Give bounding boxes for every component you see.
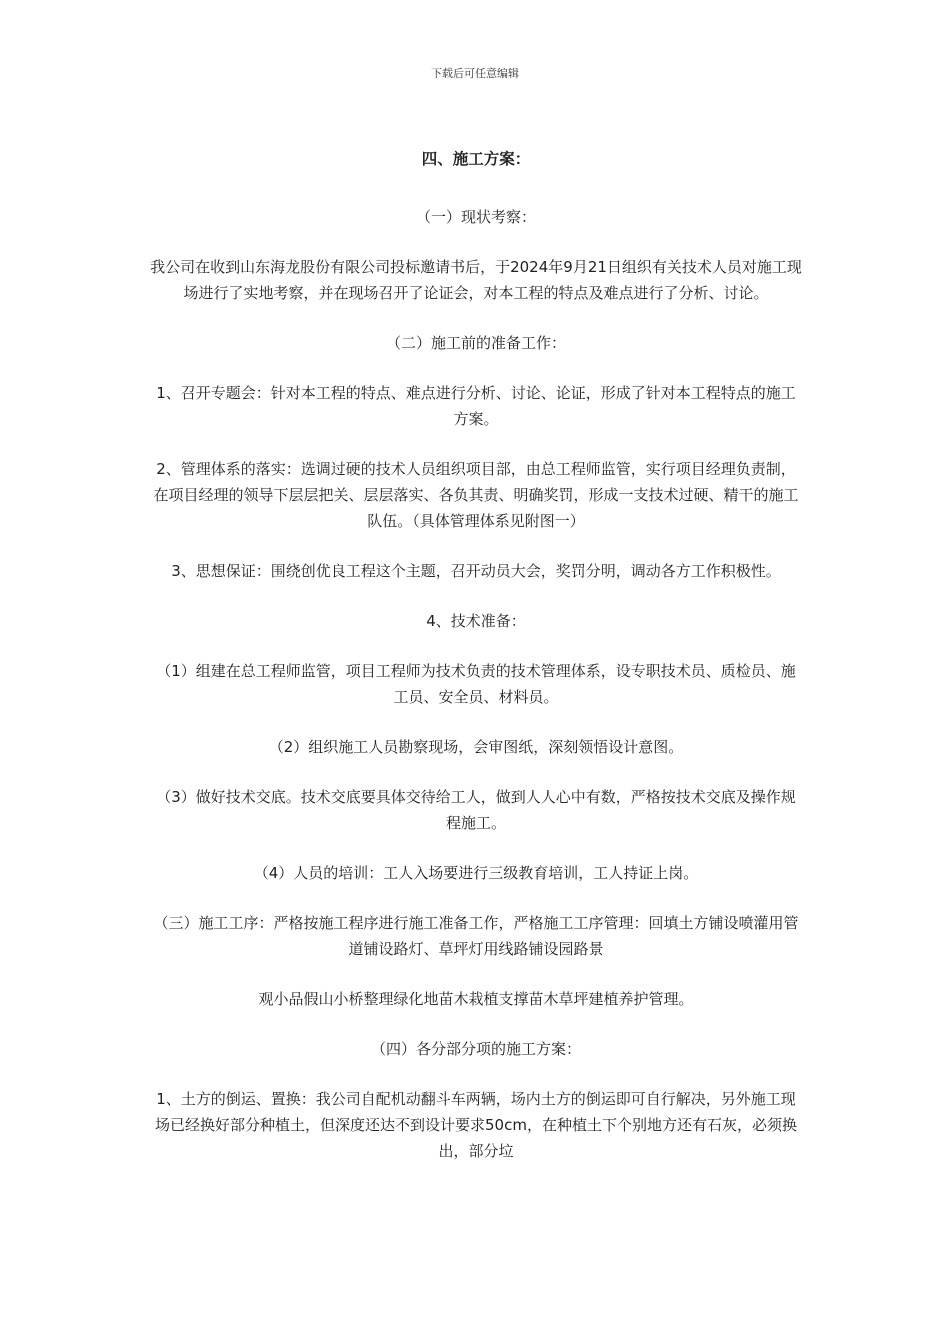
paragraph-subsection-heading: （四）各分部分项的施工方案：	[370, 1040, 581, 1058]
paragraph-preparation-heading: （二）施工前的准备工作：	[385, 334, 566, 352]
paragraph-site-survey-body: 我公司在收到山东海龙股份有限公司投标邀请书后，于2024年9月21日组织有关技术人员对施工现场进行了实地考察，并在现场召开了论证会，对本工程的特点及难点进行了分析、讨论。	[150, 258, 802, 302]
paragraph-technical-prep-1: （1）组建在总工程师监管，项目工程师为技术负责的技术管理体系，设专职技术员、质检员、施工员、安全员、材料员。	[156, 662, 796, 706]
paragraph-technical-prep-4: （4）人员的培训：工人入场要进行三级教育培训，工人持证上岗。	[253, 864, 699, 882]
paragraph-preparation-item-1: 1、召开专题会：针对本工程的特点、难点进行分析、讨论、论证，形成了针对本工程特点的施工方案。	[156, 384, 796, 428]
paragraph-construction-sequence-cont: 观小品假山小桥整理绿化地苗木栽植支撑苗木草坪建植养护管理。	[258, 990, 694, 1008]
paragraph-technical-prep-heading: 4、技术准备：	[426, 612, 526, 630]
paragraph-earthwork: 1、土方的倒运、置换：我公司自配机动翻斗车两辆，场内土方的倒运即可自行解决，另外施工现场已经换好部分种植土，但深度还达不到设计要求50cm，在种植土下个别地方还有石灰，必须换出，部分垃	[155, 1090, 797, 1160]
paragraph-preparation-item-2: 2、管理体系的落实：选调过硬的技术人员组织项目部，由总工程师监管，实行项目经理负责制，在项目经理的领导下层层把关、层层落实、各负其责、明确奖罚，形成一支技术过硬、精干的施工队伍。（具体管理体系见附图一）	[153, 460, 799, 530]
section-title: 四、施工方案：	[421, 150, 531, 168]
paragraph-construction-sequence: （三）施工工序：严格按施工程序进行施工准备工作，严格施工工序管理：回填土方铺设喷灌用管道铺设路灯、草坪灯用线路铺设园路景	[153, 914, 799, 958]
paragraph-preparation-item-3: 3、思想保证：围绕创优良工程这个主题，召开动员大会，奖罚分明，调动各方工作积极性。	[171, 562, 781, 580]
page-header-note: 下载后可任意编辑	[431, 67, 519, 80]
document-body	[150, 146, 802, 1188]
paragraph-technical-prep-2: （2）组织施工人员勘察现场，会审图纸，深刻领悟设计意图。	[268, 738, 684, 756]
paragraph-technical-prep-3: （3）做好技术交底。技术交底要具体交待给工人，做到人人心中有数，严格按技术交底及操作规程施工。	[156, 788, 796, 832]
paragraph-site-survey-heading: （一）现状考察：	[415, 208, 536, 226]
